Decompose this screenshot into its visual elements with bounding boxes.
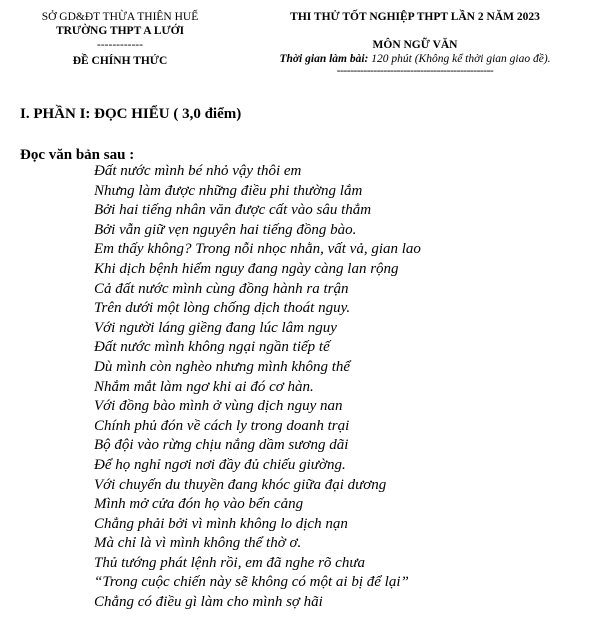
poem-line: Chính phủ đón về cách ly trong doanh trại bbox=[94, 417, 350, 434]
poem-line: “Trong cuộc chiến này sẽ không có một ai bị để lại” bbox=[94, 574, 409, 591]
time-info bbox=[250, 52, 580, 66]
poem-line: Chẳng phải bởi vì mình không lo dịch nạn bbox=[94, 515, 348, 532]
poem-line: Bộ đội vào rừng chịu nắng dầm sương dãi bbox=[94, 437, 349, 454]
poem-line: Với đồng bào mình ở vùng dịch nguy nan bbox=[94, 398, 343, 415]
poem-line: Để họ nghỉ ngơi nơi đầy đủ chiếu giường. bbox=[94, 456, 346, 473]
subject-name: MÔN NGỮ VĂN bbox=[372, 39, 458, 51]
header-divider: ------------ bbox=[97, 39, 143, 51]
poem-line: Mà chỉ là vì mình không thể thờ ơ. bbox=[94, 535, 302, 552]
poem-line: Cả đất nước mình cùng đồng hành ra trận bbox=[94, 280, 349, 297]
poem-line: Mình mở cửa đón họ vào bến cảng bbox=[94, 496, 304, 513]
header-right-block bbox=[250, 10, 580, 76]
poem-line: Đất nước mình bé nhỏ vậy thôi em bbox=[94, 163, 302, 179]
poem-line: Dù mình còn nghèo nhưng mình không thể bbox=[94, 358, 351, 375]
header-right-divider: ----------------------------------------------- bbox=[336, 65, 494, 77]
poem-line: Khi dịch bệnh hiểm nguy đang ngày càng lan rộng bbox=[94, 260, 399, 277]
poem-line: Bởi hai tiếng nhân văn được cất vào sâu thẳm bbox=[94, 202, 372, 219]
poem-line: Chẳng có điều gì làm cho mình sợ hãi bbox=[94, 594, 323, 611]
time-label: Thời gian làm bài: bbox=[279, 53, 369, 65]
poem-line: Nhắm mắt làm ngơ khi ai đó cơ hàn. bbox=[94, 378, 314, 395]
poem-line: Thủ tướng phát lệnh rồi, em đã nghe rõ chưa bbox=[94, 554, 366, 571]
department-name: SỞ GD&ĐT THỪA THIÊN HUẾ bbox=[41, 11, 199, 23]
poem-line: Nhưng làm được những điều phi thường lắm bbox=[94, 182, 363, 199]
school-name: TRƯỜNG THPT A LƯỚI bbox=[55, 25, 185, 37]
header-left-block bbox=[20, 10, 220, 68]
poem-line: Bởi vẫn giữ vẹn nguyên hai tiếng đồng bào. bbox=[94, 221, 357, 238]
poem-text bbox=[94, 162, 421, 613]
official-label: ĐỀ CHÍNH THỨC bbox=[72, 55, 168, 67]
exam-title: THI THỬ TỐT NGHIỆP THPT LẦN 2 NĂM 2023 bbox=[290, 11, 540, 23]
time-value: 120 phút (Không kể thời gian giao đề). bbox=[368, 53, 551, 65]
reading-instruction: Đọc văn bản sau : bbox=[20, 147, 135, 163]
poem-line: Trên dưới một lòng chống dịch thoát nguy. bbox=[94, 300, 351, 317]
poem-line: Với người láng giềng đang lúc lâm nguy bbox=[94, 319, 337, 336]
poem-line: Em thấy không? Trong nỗi nhọc nhằn, vất vả, gian lao bbox=[94, 241, 421, 258]
poem-line: Với chuyến du thuyền đang khóc giữa đại dương bbox=[94, 476, 387, 493]
section-title: I. PHẦN I: ĐỌC HIỂU ( 3,0 điểm) bbox=[20, 106, 242, 122]
poem-line: Đất nước mình không ngại ngần tiếp tế bbox=[94, 339, 330, 356]
